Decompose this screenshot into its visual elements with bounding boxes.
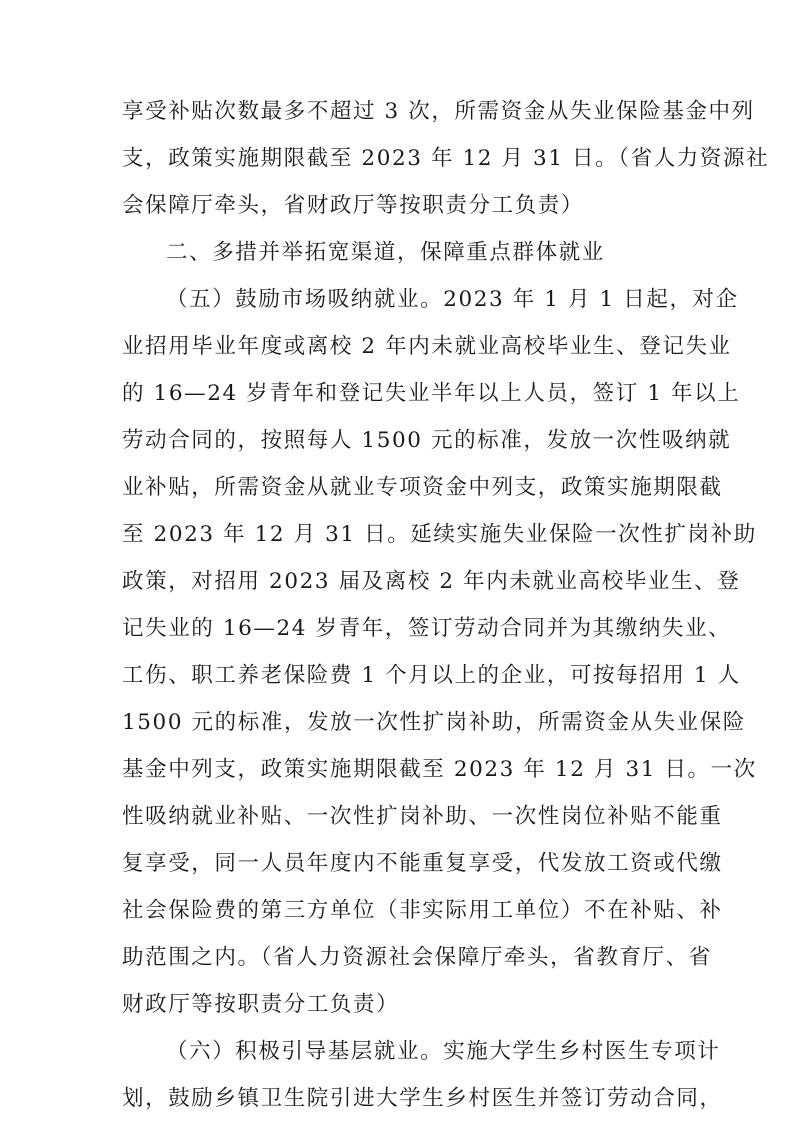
text-line-15: 基金中列支，政策实施期限截至 2023 年 12 月 31 日。一次 [122,757,757,782]
text-line-14: 1500 元的标准，发放一次性扩岗补助，所需资金从失业保险 [122,710,746,735]
text-line-8: 劳动合同的，按照每人 1500 元的标准，发放一次性吸纳就 [122,428,732,453]
text-line-20: 财政厅等按职责分工负责） [122,992,400,1017]
text-line-2: 支，政策实施期限截至 2023 年 12 月 31 日。（省人力资源社 [122,146,770,171]
text-line-11: 政策，对招用 2023 届及离校 2 年内未就业高校毕业生、登 [122,569,741,594]
text-line-13: 工伤、职工养老保险费 1 个月以上的企业，可按每招用 1 人 [122,663,741,688]
text-line-3: 会保障厅牵头，省财政厅等按职责分工负责） [122,193,585,218]
text-line-9: 业补贴，所需资金从就业专项资金中列支，政策实施期限截 [122,475,723,500]
text-line-6: 业招用毕业年度或离校 2 年内未就业高校毕业生、登记失业 [122,334,732,359]
text-line-19: 助范围之内。（省人力资源社会保障厅牵头，省教育厅、省 [122,945,712,970]
text-line-7: 的 16—24 岁青年和登记失业半年以上人员，签订 1 年以上 [122,381,741,406]
section-heading: 二、多措并举拓宽渠道，保障重点群体就业 [166,240,605,265]
text-line-22: 划，鼓励乡镇卫生院引进大学生乡村医生并签订劳动合同， [122,1086,723,1111]
paragraph-6-start: （六）积极引导基层就业。实施大学生乡村医生专项计 [166,1039,721,1064]
text-line-1: 享受补贴次数最多不超过 3 次，所需资金从失业保险基金中列 [122,99,755,124]
text-line-10: 至 2023 年 12 月 31 日。延续实施失业保险一次性扩岗补助 [122,522,757,547]
paragraph-5-start: （五）鼓励市场吸纳就业。2023 年 1 月 1 日起，对企 [166,287,739,312]
text-line-18: 社会保险费的第三方单位（非实际用工单位）不在补贴、补 [122,898,723,923]
text-line-12: 记失业的 16—24 岁青年，签订劳动合同并为其缴纳失业、 [122,616,732,641]
text-line-17: 复享受，同一人员年度内不能重复享受，代发放工资或代缴 [122,851,723,876]
text-line-16: 性吸纳就业补贴、一次性扩岗补助、一次性岗位补贴不能重 [122,804,723,829]
